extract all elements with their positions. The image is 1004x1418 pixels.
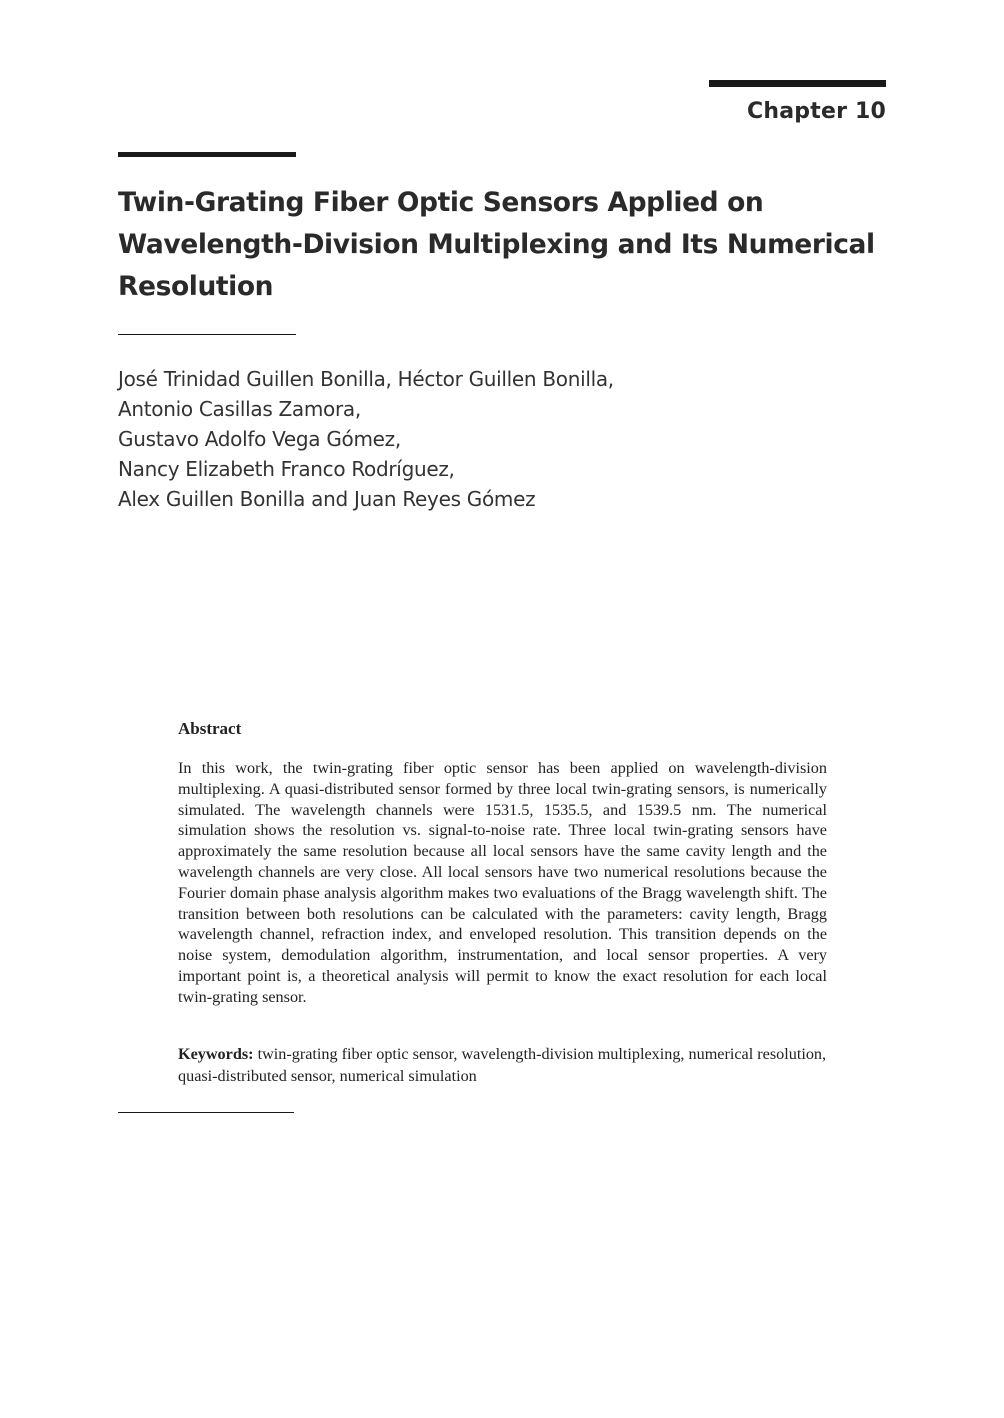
title-line: Wavelength-Division Multiplexing and Its Numerical	[118, 229, 875, 260]
authors-rule	[118, 334, 296, 335]
author-line: Nancy Elizabeth Franco Rodríguez,	[118, 457, 455, 481]
keywords	[178, 1044, 827, 1087]
page-title	[118, 182, 878, 308]
abstract-body: In this work, the twin-grating fiber optic sensor has been applied on wavelength-division multiplexing. A quasi-distributed sensor formed by three local twin-grating sensors, is numerically simulated. The wavelength channels were 1531.5, 1535.5, and 1539.5 nm. The numerical simulation shows the resolution vs. signal-to-noise rate. Three local twin-grating sensors have approximately the same resolution because all local sensors have the same cavity length and the wavelength channels are very close. All local sensors have two numerical resolutions because the Fourier domain phase analysis algorithm makes two evaluations of the Bragg wavelength shift. The transition between both resolutions can be calculated with the parameters: cavity length, Bragg wavelength channel, refraction index, and enveloped resolution. This transition depends on the noise system, demodulation algorithm, instrumentation, and local sensor properties. A very important point is, a theoretical analysis will permit to know the exact resolution for each local twin-grating sensor.	[178, 759, 827, 1006]
keywords-text: twin-grating fiber optic sensor, wavelength-division multiplexing, numerical resolution, quasi-distributed sensor, numerical simulation	[178, 1045, 827, 1085]
chapter-label: Chapter 10	[747, 99, 886, 124]
author-line: Antonio Casillas Zamora,	[118, 397, 361, 421]
author-line: Alex Guillen Bonilla and Juan Reyes Gómez	[118, 487, 536, 511]
author-line: Gustavo Adolfo Vega Gómez,	[118, 427, 401, 451]
author-list	[118, 364, 614, 514]
title-line: Resolution	[118, 271, 274, 302]
section-end-rule	[118, 1112, 294, 1113]
chapter-rule	[709, 80, 886, 87]
keywords-label: Keywords:	[178, 1045, 254, 1063]
abstract-heading: Abstract	[178, 719, 242, 738]
author-line: José Trinidad Guillen Bonilla, Héctor Guillen Bonilla,	[118, 367, 614, 391]
title-line: Twin-Grating Fiber Optic Sensors Applied on	[118, 187, 764, 218]
title-rule	[118, 152, 296, 157]
